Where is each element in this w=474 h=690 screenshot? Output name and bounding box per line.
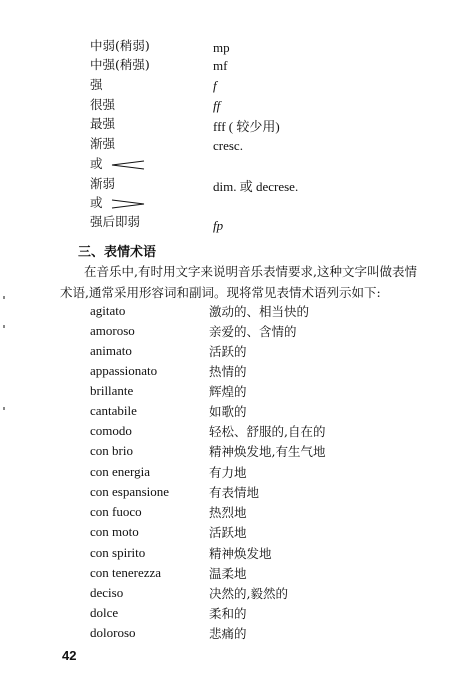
- term-it: con fuoco: [90, 504, 142, 519]
- dynamic-cn-ff: 很强: [90, 97, 116, 112]
- dynamic-mark-ff: ff: [213, 98, 221, 113]
- term-it: con spirito: [90, 545, 146, 560]
- term-cn: 柔和的: [209, 606, 247, 621]
- page-number: 42: [62, 648, 77, 663]
- dynamic-mark-dim: dim. 或 decrese.: [213, 179, 299, 194]
- dynamic-row-or-cresc: [90, 156, 145, 172]
- term-cn: 精神焕发地,有生气地: [209, 444, 326, 459]
- term-it: agitato: [90, 303, 126, 318]
- term-cn: 如歌的: [209, 404, 247, 419]
- term-it: doloroso: [90, 625, 136, 640]
- dynamic-cn-fp: 强后即弱: [90, 214, 141, 229]
- term-cn: 亲爱的、含情的: [209, 324, 297, 339]
- term-cn: 激动的、相当快的: [209, 304, 310, 319]
- term-cn: 悲痛的: [209, 626, 247, 641]
- section-heading: 三、表情术语: [78, 245, 157, 260]
- term-it: appassionato: [90, 363, 158, 378]
- dynamic-cn-or-1: 或: [90, 156, 103, 171]
- dynamic-mark-cresc: cresc.: [213, 138, 243, 153]
- term-it: comodo: [90, 423, 132, 438]
- term-it: con brio: [90, 443, 133, 458]
- dynamic-mark-f: f: [213, 78, 217, 93]
- paragraph-line-2: 术语,通常采用形容词和副词。现将常见表情术语列示如下:: [60, 285, 381, 300]
- dynamic-mark-fff: fff ( 较少用): [213, 119, 280, 134]
- term-cn: 活跃的: [209, 344, 247, 359]
- dynamic-cn-mp: 中弱(稍弱): [90, 38, 150, 53]
- dynamic-row-or-dim: [90, 195, 145, 211]
- term-cn: 热情的: [209, 364, 247, 379]
- crescendo-hairpin-icon: [111, 160, 145, 170]
- dynamic-cn-fff: 最强: [90, 116, 116, 131]
- dynamic-cn-mf: 中强(稍强): [90, 57, 150, 72]
- term-it: brillante: [90, 383, 134, 398]
- dynamic-cn-f: 强: [90, 77, 103, 92]
- term-it: cantabile: [90, 403, 137, 418]
- dynamic-mark-fp: fp: [213, 218, 224, 233]
- term-cn: 精神焕发地: [209, 546, 272, 561]
- scan-speck: [3, 296, 5, 299]
- decrescendo-hairpin-icon: [111, 199, 145, 209]
- term-cn: 有表情地: [209, 485, 260, 500]
- term-cn: 活跃地: [209, 525, 247, 540]
- term-cn: 决然的,毅然的: [209, 586, 288, 601]
- scan-speck: [3, 407, 5, 410]
- term-it: con espansione: [90, 484, 170, 499]
- term-it: deciso: [90, 585, 124, 600]
- dynamic-cn-cresc: 渐强: [90, 136, 116, 151]
- paragraph-line-1: 在音乐中,有时用文字来说明音乐表情要求,这种文字叫做表情: [84, 264, 417, 279]
- dynamic-cn-or-2: 或: [90, 195, 103, 210]
- dynamic-cn-dim: 渐弱: [90, 176, 116, 191]
- scan-speck: [3, 325, 5, 328]
- term-it: con tenerezza: [90, 565, 162, 580]
- term-it: con moto: [90, 524, 139, 539]
- term-cn: 辉煌的: [209, 384, 247, 399]
- dynamic-mark-mf: mf: [213, 58, 228, 73]
- term-cn: 有力地: [209, 465, 247, 480]
- term-it: con energia: [90, 464, 151, 479]
- term-it: amoroso: [90, 323, 135, 338]
- term-it: dolce: [90, 605, 119, 620]
- term-cn: 热烈地: [209, 505, 247, 520]
- term-cn: 轻松、舒服的,自在的: [209, 424, 326, 439]
- term-cn: 温柔地: [209, 566, 247, 581]
- term-it: animato: [90, 343, 132, 358]
- dynamic-mark-mp: mp: [213, 40, 230, 55]
